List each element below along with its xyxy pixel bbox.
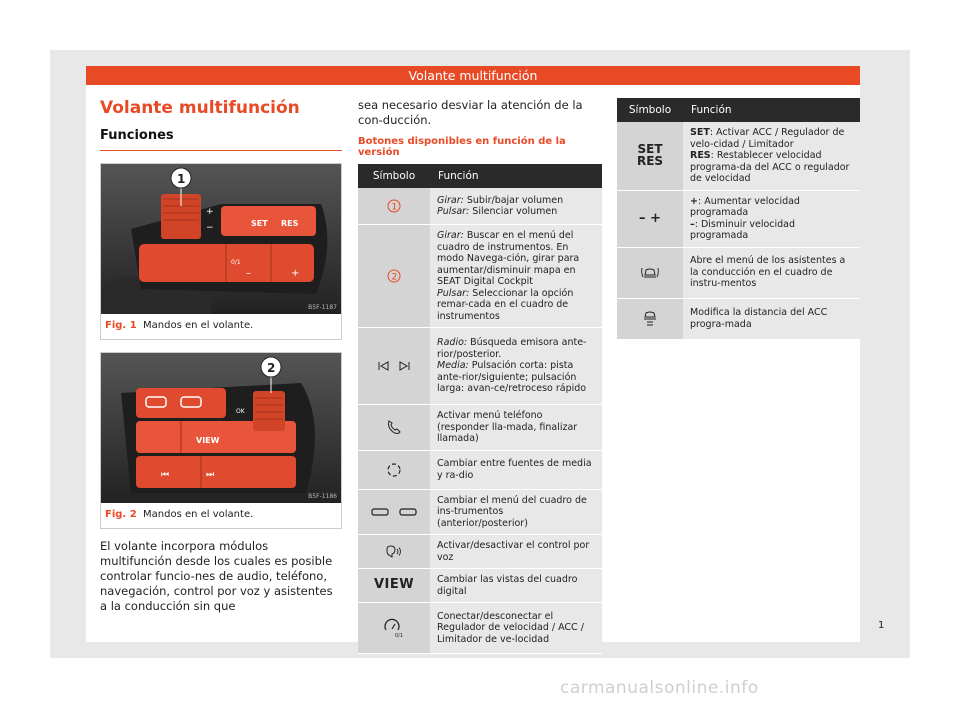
acc-icon	[383, 618, 405, 638]
callout-2-icon	[387, 269, 401, 283]
view-symbol: VIEW	[373, 577, 415, 593]
buttons-table-continued	[617, 98, 860, 340]
table-row	[617, 122, 860, 190]
menu-left-right-icon	[371, 506, 417, 518]
col-header-function: Función	[683, 98, 860, 122]
right-column	[617, 98, 860, 340]
figure-2	[100, 352, 342, 529]
steering-controls-right-image	[101, 164, 341, 314]
table-row	[358, 450, 602, 489]
table-row	[358, 405, 602, 451]
figure-1-ref: B5F-1187	[308, 304, 337, 311]
figure-2-image	[101, 353, 341, 503]
svg-text:0/1: 0/1	[395, 633, 404, 638]
figure-1	[100, 163, 342, 340]
figure-1-caption	[101, 314, 341, 339]
figure-1-image	[101, 164, 341, 314]
subtitle-rule	[100, 150, 342, 151]
figure-2-number: Fig. 2	[105, 509, 137, 520]
figure-1-caption-text: Mandos en el volante.	[143, 320, 254, 331]
assist-icon	[641, 265, 659, 281]
row-function: Modifica la distancia del ACC progra-mada	[683, 298, 860, 339]
steering-controls-left-image	[101, 353, 341, 503]
svg-text:1: 1	[391, 202, 398, 213]
left-column	[100, 98, 342, 614]
table-row	[617, 190, 860, 247]
table-row	[358, 569, 602, 603]
header-bar: Volante multifunción	[86, 66, 860, 85]
figure-2-caption	[101, 503, 341, 528]
row-function: Conectar/desconectar el Regulador de velocidad / ACC / Limitador de ve-locidad	[430, 603, 602, 654]
plus-button-label: +	[291, 268, 300, 279]
row-function: Girar: Subir/bajar volumen Pulsar: Silenciar volumen	[430, 188, 602, 225]
svg-text:+: +	[206, 207, 214, 217]
prev-next-icon	[374, 359, 414, 373]
callout-1: 1	[177, 172, 186, 186]
row-function: Girar: Buscar en el menú del cuadro de instrumentos. En modo Navega-ción, girar para aumentar/disminuir mapa en SEAT Digital Cockpit Pulsar: Seleccionar la opción remar-cada en el cuadro de instrumentos	[430, 225, 602, 328]
svg-text:⏮: ⏮	[161, 470, 170, 480]
col-header-symbol: Símbolo	[617, 98, 683, 122]
svg-text:−: −	[206, 223, 214, 233]
row-function: Activar/desactivar el control por voz	[430, 535, 602, 569]
figure-2-ref: B5F-1186	[308, 493, 337, 500]
res-button-label: RES	[281, 219, 299, 228]
buttons-heading: Botones disponibles en función de la versión	[358, 136, 566, 158]
middle-column	[358, 98, 602, 654]
set-res-symbol: SET RES	[617, 122, 683, 190]
col-header-symbol: Símbolo	[358, 164, 430, 188]
table-row	[358, 328, 602, 405]
voice-icon	[384, 545, 404, 559]
source-icon	[385, 461, 403, 479]
acc-button-label: 0/1	[231, 259, 241, 266]
table-row	[617, 247, 860, 298]
col-header-function: Función	[430, 164, 602, 188]
row-function: Radio: Búsqueda emisora ante-rior/posterior. Media: Pulsación corta: pista ante-rior/siguiente; pulsación larga: avan-ce/retroceso rápido	[430, 328, 602, 405]
view-button-label: VIEW	[196, 436, 220, 445]
minus-plus-symbol: – +	[617, 190, 683, 247]
table-row	[358, 489, 602, 535]
watermark: carmanualsonline.info	[560, 678, 759, 698]
row-function: SET: Activar ACC / Regulador de velo-cidad / Limitador RES: Restablecer velocidad programa-da del ACC o regulador de velocidad	[683, 122, 860, 190]
set-button-label: SET	[251, 219, 268, 228]
table-row	[358, 535, 602, 569]
intro-paragraph: El volante incorpora módulos multifunción desde los cuales es posible controlar funcio-nes de audio, teléfono, navegación, control por voz y asistentes a la conducción sin que	[100, 539, 333, 613]
row-function: Cambiar las vistas del cuadro digital	[430, 569, 602, 603]
buttons-table	[358, 164, 602, 654]
row-function: +: Aumentar velocidad programada –: Disminuir velocidad programada	[683, 190, 860, 247]
row-function: Activar menú teléfono (responder lla-mada, finalizar llamada)	[430, 405, 602, 451]
row-function: Abre el menú de los asistentes a la conducción en el cuadro de instru-mentos	[683, 247, 860, 298]
svg-text:⏭: ⏭	[206, 470, 215, 480]
table-row	[358, 188, 602, 225]
minus-button-label: –	[246, 268, 251, 279]
page-number: 1	[878, 620, 885, 631]
row-function: Cambiar entre fuentes de media y ra-dio	[430, 450, 602, 489]
figure-1-number: Fig. 1	[105, 320, 137, 331]
distance-icon	[642, 310, 658, 328]
continued-paragraph: sea necesario desviar la atención de la con-ducción.	[358, 98, 583, 127]
table-row	[358, 225, 602, 328]
ok-button-label: OK	[236, 408, 245, 415]
section-title: Volante multifunción	[100, 98, 300, 118]
figure-2-caption-text: Mandos en el volante.	[143, 509, 254, 520]
table-row	[617, 298, 860, 339]
row-function: Cambiar el menú del cuadro de ins-trumentos (anterior/posterior)	[430, 489, 602, 535]
svg-text:2: 2	[391, 272, 398, 283]
callout-1-icon	[387, 199, 401, 213]
section-subtitle: Funciones	[100, 128, 174, 143]
callout-2: 2	[267, 361, 276, 375]
table-row	[358, 603, 602, 654]
phone-icon	[385, 418, 403, 436]
